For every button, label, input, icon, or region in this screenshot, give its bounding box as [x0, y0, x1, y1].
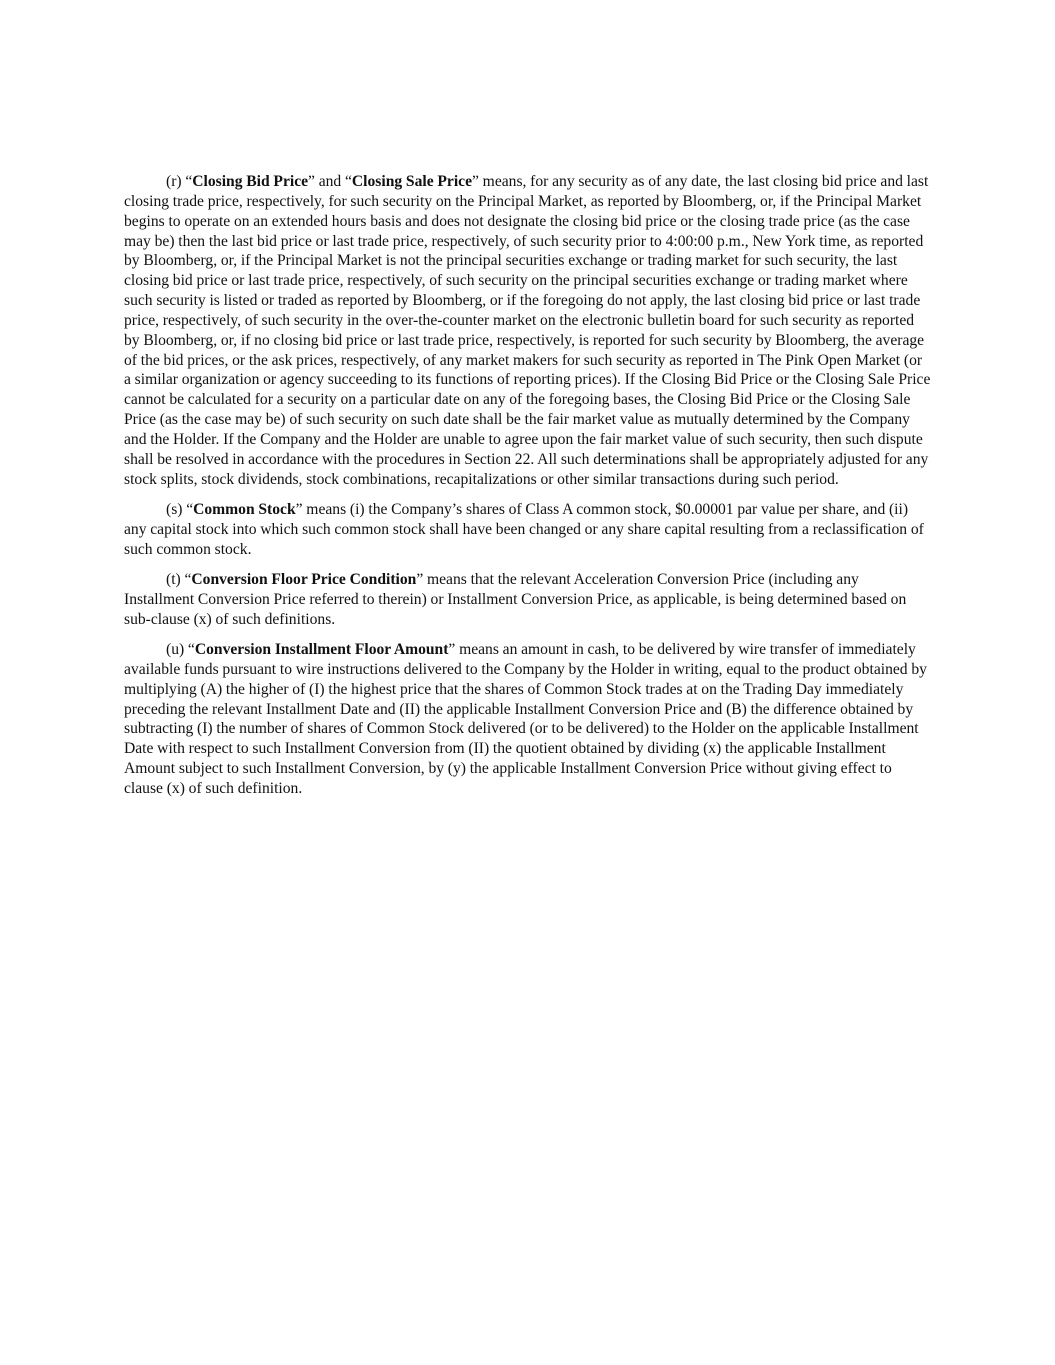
definition-label: (t) “ — [166, 571, 192, 589]
defined-term: Closing Sale Price — [351, 173, 473, 190]
definition-text: ” means an amount in cash, to be delivered by wire transfer of immediately available funds pursuant to wire instructions delivered to the Company by the Holder in writing, equal to the product obtained by multiplying (A) the higher of (I) the highest price that the shares of Common Stock trades at on the Trading Day immediately preceding the relevant Installment Date and (II) the applicable Installment Conversion Price and (B) the difference obtained by subtracting (I) the number of shares of Common Stock delivered (or to be delivered) to the Holder on the applicable Installment Date with respect to such Installment Conversion from (II) the quotient obtained by dividing (x) the applicable Installment Amount subject to such Installment Conversion, by (y) the applicable Installment Conversion Price without giving effect to clause (x) of such definition. — [124, 641, 927, 797]
definition-text: ” means, for any security as of any date, the last closing bid price and last closing trade price, respectively, for such security on the Principal Market, as reported by Bloomberg, or, if the Principal Market begins to operate on an extended hours basis and does not designate the closing bid price or the closing trade price (as the case may be) then the last bid price or last trade price, respectively, of such security prior to 4:00:00 p.m., New York time, as reported by Bloomberg, or, if the Principal Market is not the principal securities exchange or trading market for such security, the last closing bid price or last trade price, respectively, of such security on the principal securities exchange or trading market where such security is listed or traded as reported by Bloomberg, or if the foregoing do not apply, the last closing bid price or last trade price, respectively, of such security in the over-the-counter market on the electronic bulletin board for such security as reported by Bloomberg, or, if no closing bid price or last trade price, respectively, is reported for such security by Bloomberg, the average of the bid prices, or the ask prices, respectively, of any market makers for such security as reported in The Pink Open Market (or a similar organization or agency succeeding to its functions of reporting prices). If the Closing Bid Price or the Closing Sale Price cannot be calculated for a security on a particular date on any of the foregoing bases, the Closing Bid Price or the Closing Sale Price (as the case may be) of such security on such date shall be the fair market value as mutually determined by the Company and the Holder. If the Company and the Holder are unable to agree upon the fair market value of such security, then such dispute shall be resolved in accordance with the procedures in Section 22. All such determinations shall be appropriately adjusted for any stock splits, stock dividends, stock combinations, recapitalizations or other similar transactions during such period. — [124, 173, 931, 488]
definition-text: ” means (i) the Company’s shares of Class A common stock, $0.00001 par value per share, and (ii) any capital stock into which such common stock shall have been changed or any share capital resulting from a reclassification of such common stock. — [124, 501, 924, 558]
definition-label: (u) “ — [166, 641, 195, 659]
definition-connector: ” and “ — [308, 173, 352, 190]
defined-term: Closing Bid Price — [192, 173, 309, 190]
definition-text: ” means that the relevant Acceleration Conversion Price (including any Installment Conversion Price referred to therein) or Installment Conversion Price, as applicable, is being determined based on sub-clause (x) of such definitions. — [124, 571, 907, 628]
definition-conversion-installment-floor-amount — [124, 640, 932, 799]
defined-term: Conversion Floor Price Condition — [191, 571, 417, 589]
definition-common-stock — [124, 500, 932, 560]
document-page — [124, 172, 932, 809]
definition-conversion-floor-price-condition — [124, 570, 932, 630]
defined-term: Common Stock — [193, 501, 296, 518]
definition-label: (r) “ — [166, 173, 193, 190]
definition-closing-bid-price — [124, 172, 932, 490]
defined-term: Conversion Installment Floor Amount — [194, 641, 449, 659]
definition-label: (s) “ — [166, 501, 194, 518]
